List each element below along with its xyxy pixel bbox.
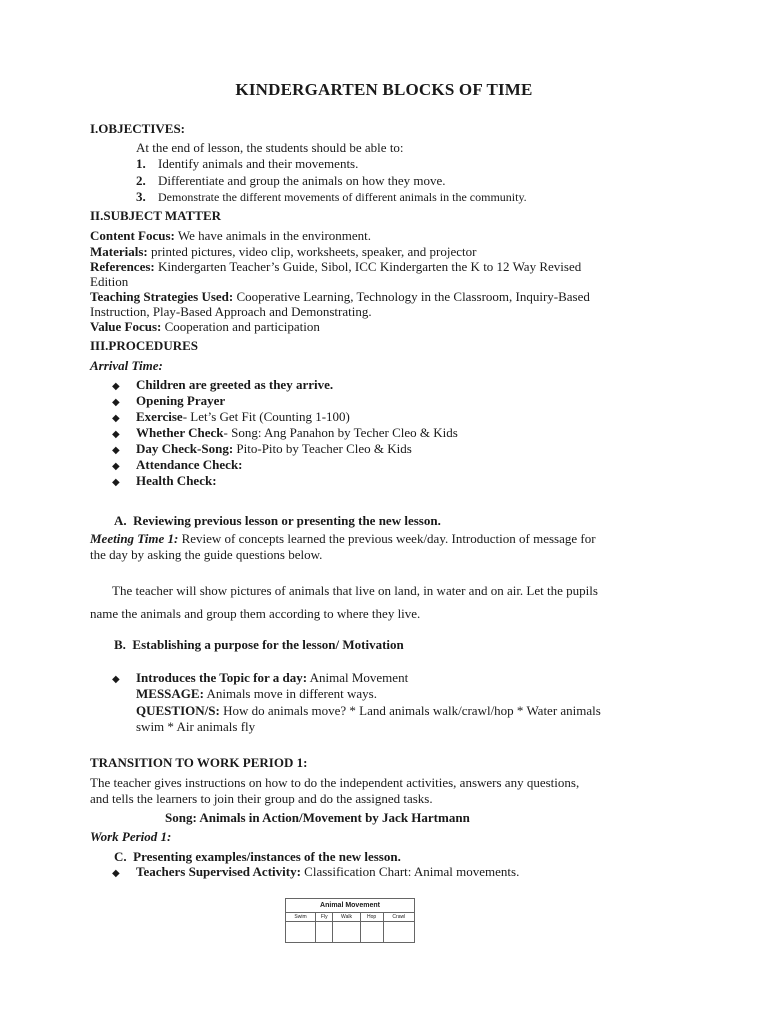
section-c-heading: C. Presenting examples/instances of the new lesson. [114,849,401,864]
table-cell [360,922,383,943]
objective-number: 1. [136,156,146,171]
list-item [112,393,226,410]
diamond-bullet-icon: ◆ [112,868,120,879]
strategies-label: Teaching Strategies Used: [90,289,234,304]
objectives-heading: I.OBJECTIVES: [90,121,185,136]
list-item [112,441,412,458]
question-line-2: swim * Air animals fly [136,719,256,734]
table-header-cell: Hop [360,913,383,922]
arrival-item-text: - Song: Ang Panahon by Techer Cleo & Kids [223,425,458,440]
table-header-cell: Walk [333,913,360,922]
strategies-line [90,289,590,304]
subject-matter-heading: II.SUBJECT MATTER [90,208,221,223]
section-a-heading: A. Reviewing previous lesson or presenting the new lesson. [114,513,441,528]
table-cell [333,922,360,943]
list-item [112,670,409,687]
section-b-heading: B. Establishing a purpose for the lesson/ Motivation [114,637,404,652]
objective-number: 3. [136,189,146,204]
objective-item [136,173,446,188]
list-item [112,457,243,474]
supervised-text: Classification Chart: Animal movements. [300,864,520,879]
table-header-cell: Swim [286,913,316,922]
table-cell [383,922,414,943]
content-focus-label: Content Focus: [90,228,175,243]
references-label: References: [90,259,155,274]
teacher-paragraph-line: The teacher will show pictures of animals that live on land, in water and on air. Let the pupils [112,583,598,598]
list-item [112,409,350,426]
value-focus-text: Cooperation and participation [161,319,320,334]
question-label: QUESTION/S: [136,703,220,718]
references-line [90,259,581,274]
meeting-time-text: Review of concepts learned the previous week/day. Introduction of message for [178,531,596,546]
references-line-2: Edition [90,274,129,289]
arrival-item-text: - Let’s Get Fit (Counting 1-100) [182,409,350,424]
arrival-item-text: Pito-Pito by Teacher Cleo & Kids [233,441,412,456]
objective-text: Demonstrate the different movements of different animals in the community. [158,190,527,204]
supervised-label: Teachers Supervised Activity: [136,864,301,879]
content-focus-text: We have animals in the environment. [174,228,372,243]
song-title: Song: Animals in Action/Movement by Jack Hartmann [165,810,470,825]
diamond-bullet-icon: ◆ [112,381,120,392]
meeting-time-line [90,531,596,546]
question-line [136,703,601,718]
diamond-bullet-icon: ◆ [112,461,120,472]
objectives-intro: At the end of lesson, the students should be able to: [136,140,404,155]
references-text: Kindergarten Teacher’s Guide, Sibol, ICC Kindergarten the K to 12 Way Revised [154,259,582,274]
table-cell [286,922,316,943]
table-header-cell: Fly [316,913,333,922]
page-title: KINDERGARTEN BLOCKS OF TIME [235,80,533,99]
topic-label: Introduces the Topic for a day: [136,670,308,685]
meeting-time-line-2: the day by asking the guide questions below. [90,547,323,562]
list-item [112,864,520,881]
arrival-item-bold: Attendance Check: [136,457,243,472]
strategies-line-2: Instruction, Play-Based Approach and Demonstrating. [90,304,372,319]
value-focus-line [90,319,320,334]
meeting-time-label: Meeting Time 1: [90,531,179,546]
materials-text: printed pictures, video clip, worksheets, speaker, and projector [147,244,477,259]
arrival-item-bold: Opening Prayer [136,393,226,408]
arrival-item-bold: Children are greeted as they arrive. [136,377,334,392]
teacher-paragraph-line-2: name the animals and group them according to where they live. [90,606,421,621]
table-caption: Animal Movement [286,899,415,913]
transition-line-2: and tells the learners to join their group and do the assigned tasks. [90,791,433,806]
table-header-cell: Crawl [383,913,414,922]
arrival-item-bold: Health Check: [136,473,217,488]
diamond-bullet-icon: ◆ [112,429,120,440]
list-item [112,425,458,442]
diamond-bullet-icon: ◆ [112,674,120,685]
arrival-item-bold: Day Check-Song: [136,441,234,456]
objective-item [136,189,527,205]
value-focus-label: Value Focus: [90,319,162,334]
question-text: How do animals move? * Land animals walk/crawl/hop * Water animals [219,703,601,718]
message-label: MESSAGE: [136,686,204,701]
message-text: Animals move in different ways. [203,686,377,701]
work-period-label: Work Period 1: [90,829,172,844]
objective-item [136,156,358,171]
content-focus-line [90,228,371,243]
table-cell [316,922,333,943]
objective-text: Differentiate and group the animals on how they move. [158,173,446,188]
message-line [136,686,377,701]
topic-text: Animal Movement [307,670,409,685]
materials-line [90,244,476,259]
procedures-heading: III.PROCEDURES [90,338,198,353]
arrival-item-bold: Exercise [136,409,183,424]
materials-label: Materials: [90,244,148,259]
transition-heading: TRANSITION TO WORK PERIOD 1: [90,755,308,770]
diamond-bullet-icon: ◆ [112,477,120,488]
objective-text: Identify animals and their movements. [158,156,359,171]
arrival-item-bold: Whether Check [136,425,224,440]
list-item [112,473,217,490]
objective-number: 2. [136,173,146,188]
arrival-time-label: Arrival Time: [90,358,163,373]
strategies-text: Cooperative Learning, Technology in the Classroom, Inquiry-Based [233,289,590,304]
transition-line: The teacher gives instructions on how to do the independent activities, answers any questions, [90,775,580,790]
diamond-bullet-icon: ◆ [112,413,120,424]
diamond-bullet-icon: ◆ [112,445,120,456]
list-item [112,377,334,394]
diamond-bullet-icon: ◆ [112,397,120,408]
animal-movement-table [285,898,415,943]
